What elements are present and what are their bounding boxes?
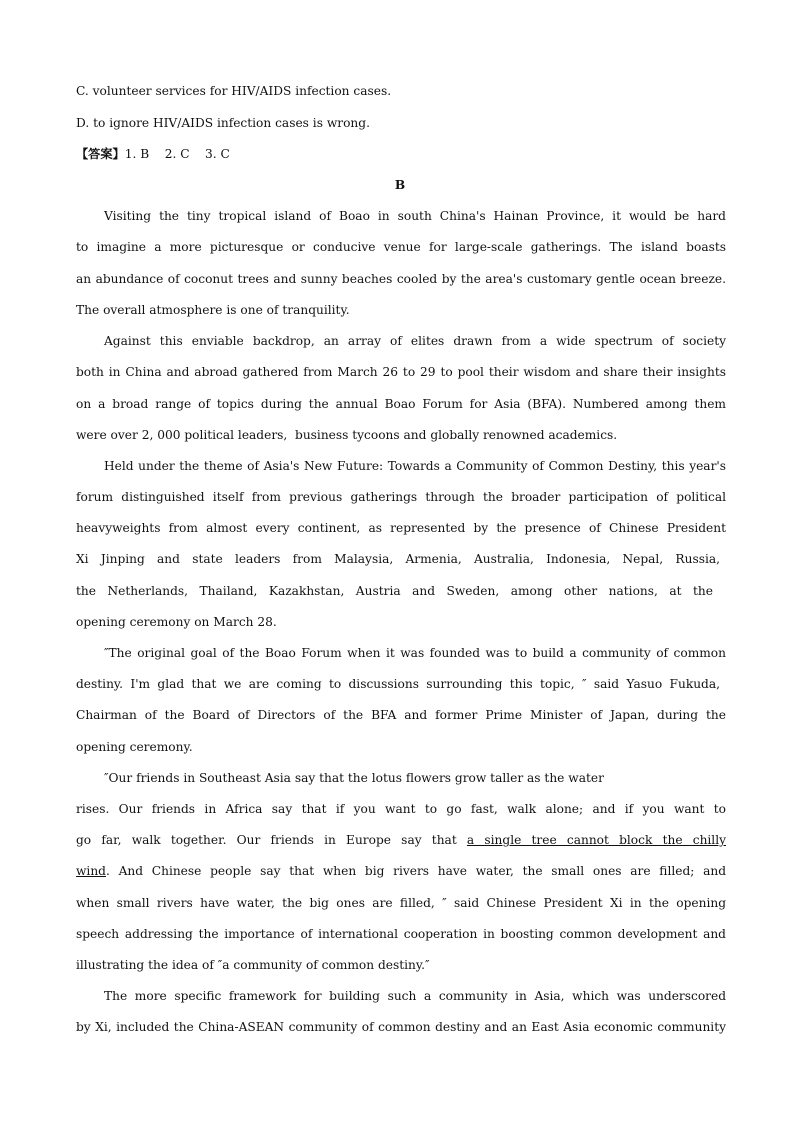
answer-line [76,145,726,163]
paragraph-1-line-4: The overall atmosphere is one of tranquility. [76,303,350,317]
paragraph-3-line-1: Held under the theme of Asia's New Future: Towards a Community of Common Destiny, this year's [104,459,726,473]
paragraph-5-line-7: illustrating the idea of ″a community of common destiny.″ [76,958,430,972]
paragraph-5-line-1: ″Our friends in Southeast Asia say that the lotus flowers grow taller as the water [104,771,604,785]
answer-label: 【答案】 [76,147,125,161]
underlined-phrase-part-1: a single tree cannot block the chilly [466,833,726,847]
section-heading: B [394,178,406,192]
paragraph-1-line-1: Visiting the tiny tropical island of Boao in south China's Hainan Province, it would be hard [104,209,726,223]
paragraph-3-line-4: Xi Jinping and state leaders from Malaysia, Armenia, Australia, Indonesia, Nepal, Russia, [76,552,720,566]
paragraph-1-line-2: to imagine a more picturesque or conducive venue for large-scale gatherings. The island boasts [76,240,726,254]
paragraph-3-line-6: opening ceremony on March 28. [76,615,277,629]
underlined-phrase-part-2: wind [76,864,106,878]
paragraph-5-line-5: when small rivers have water, the big ones are filled, ″ said Chinese President Xi in the opening [76,896,726,910]
paragraph-5-line-6: speech addressing the importance of international cooperation in boosting common development and [76,927,726,941]
paragraph-3-line-3: heavyweights from almost every continent, as represented by the presence of Chinese President [76,521,726,535]
paragraph-4-line-2: destiny. I'm glad that we are coming to discussions surrounding this topic, ″ said Yasuo Fukuda, [76,677,720,691]
paragraph-2-line-1: Against this enviable backdrop, an array of elites drawn from a wide spectrum of society [104,334,726,348]
paragraph-2-line-4: were over 2, 000 political leaders, business tycoons and globally renowned academics. [76,428,618,442]
paragraph-5-line-4 [76,862,726,880]
paragraph-5-line-2: rises. Our friends in Africa say that if you want to go fast, walk alone; and if you want to [76,802,726,816]
paragraph-5-line-3 [76,831,726,849]
paragraph-5-line-3-text: go far, walk together. Our friends in Europe say that [76,833,467,847]
paragraph-5-line-4-text: . And Chinese people say that when big rivers have water, the small ones are filled; and [105,864,726,878]
paragraph-4-line-4: opening ceremony. [76,740,193,754]
paragraph-4-line-3: Chairman of the Board of Directors of the BFA and former Prime Minister of Japan, during the [76,708,726,722]
paragraph-1-line-3: an abundance of coconut trees and sunny beaches cooled by the area's customary gentle ocean breeze. [76,272,726,286]
paragraph-2-line-3: on a broad range of topics during the annual Boao Forum for Asia (BFA). Numbered among them [76,397,726,411]
paragraph-6-line-2: by Xi, included the China-ASEAN community of common destiny and an East Asia economic community [76,1020,726,1034]
paragraph-2-line-2: both in China and abroad gathered from March 26 to 29 to pool their wisdom and share their insights [76,365,726,379]
answer-values: 1. B 2. C 3. C [124,147,230,161]
option-c: C. volunteer services for HIV/AIDS infection cases. [76,84,392,98]
paragraph-6-line-1: The more specific framework for building such a community in Asia, which was underscored [104,989,726,1003]
paragraph-3-line-5: the Netherlands, Thailand, Kazakhstan, Austria and Sweden, among other nations, at the [76,584,713,598]
paragraph-3-line-2: forum distinguished itself from previous gatherings through the broader participation of political [76,490,726,504]
paragraph-4-line-1: ″The original goal of the Boao Forum when it was founded was to build a community of common [104,646,726,660]
option-d: D. to ignore HIV/AIDS infection cases is wrong. [76,116,370,130]
